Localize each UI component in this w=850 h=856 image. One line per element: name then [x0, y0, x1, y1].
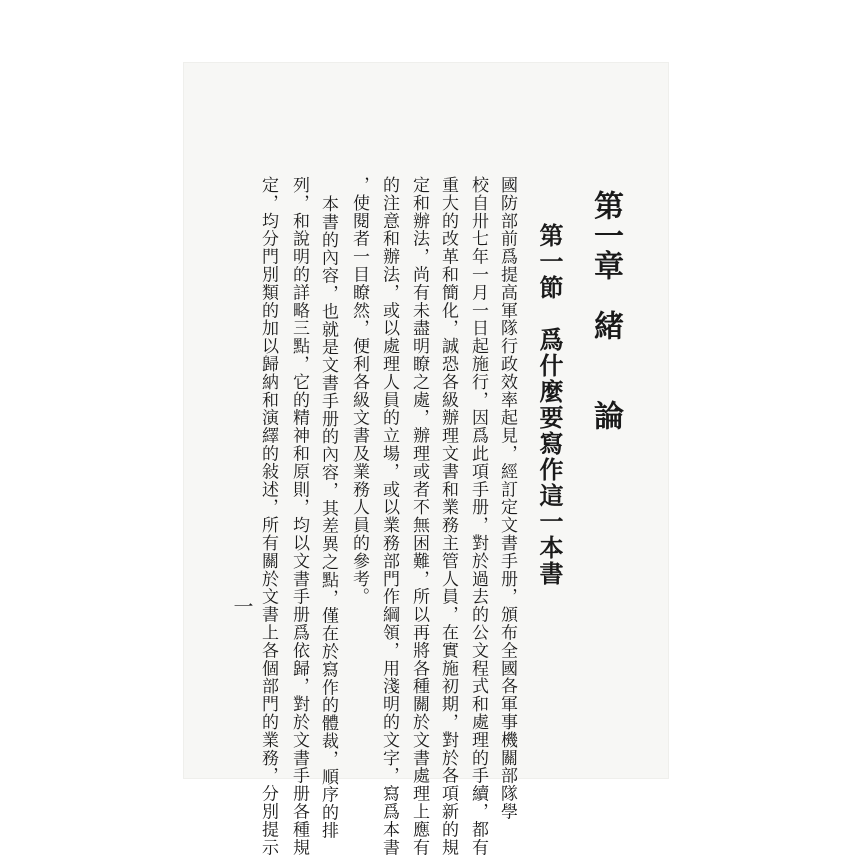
body-line: 的注意和辦法，或以處理人員的立場，或以業務部門作綱領，用淺明的文字，寫爲本書 — [379, 176, 399, 856]
body-line: 本書的內容，也就是文書手册的內容，其差異之點，僅在於寫作的體裁，順序的排 — [318, 195, 338, 840]
body-line: 國防部前爲提高軍隊行政效率起見，經訂定文書手册，頒布全國各軍事機關部隊學 — [497, 176, 517, 821]
body-line: 定和辦法，尚有未盡明瞭之處，辦理或者不無困難，所以再將各種關於文書處理上應有 — [409, 176, 429, 856]
chapter-title: 第一章 緒 論 — [588, 190, 623, 430]
page-number: 一 — [230, 596, 254, 616]
body-line: 列，和說明的詳略三點，它的精神和原則，均以文書手册爲依歸，對於文書手册各種規 — [289, 176, 309, 856]
body-line: 重大的改革和簡化，誠恐各級辦理文書和業務主管人員，在實施初期，對於各項新的規 — [438, 176, 458, 856]
body-line: ，使閱者一目瞭然，便利各級文書及業務人員的參考。 — [349, 176, 369, 606]
body-line: 定，均分門別類的加以歸納和演繹的敍述，所有關於文書上各個部門的業務，分別提示 — [258, 176, 278, 856]
body-line: 校自卅七年一月一日起施行，因爲此項手册，對於過去的公文程式和處理的手續，都有 — [468, 176, 488, 856]
section-title: 第一節 爲什麼要寫作這一本書 — [535, 223, 564, 587]
